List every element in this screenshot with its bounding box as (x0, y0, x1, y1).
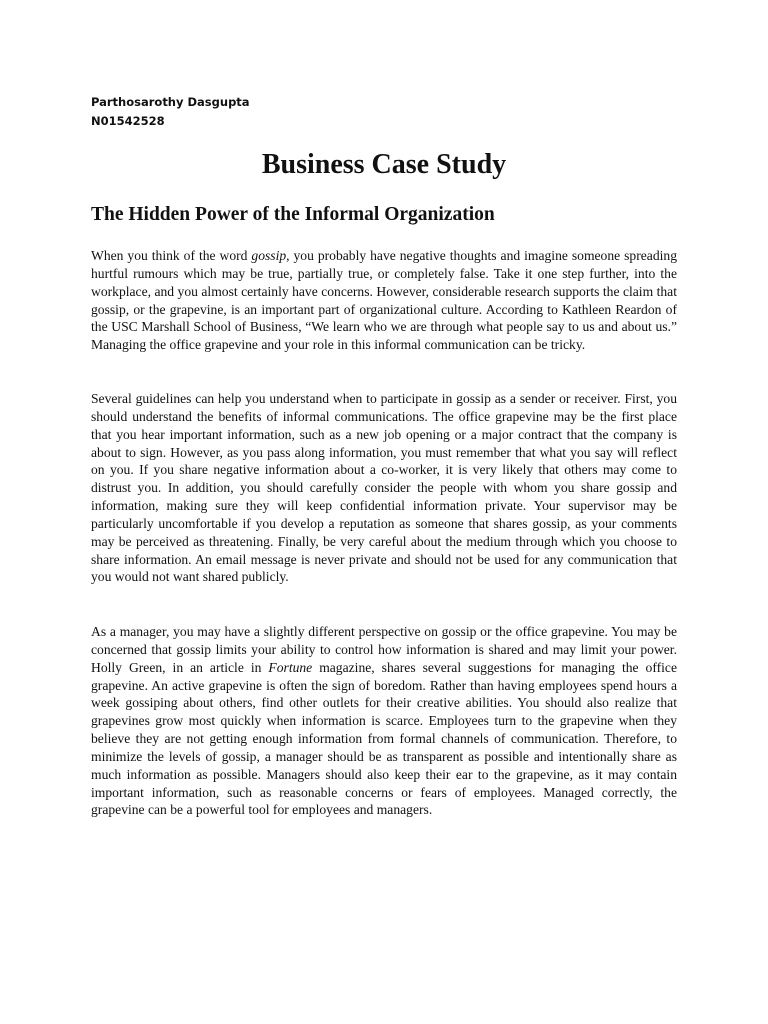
author-name: Parthosarothy Dasgupta (91, 95, 250, 109)
paragraph-2: Several guidelines can help you understand when to participate in gossip as a sender or receiver. First, you should understand the benefits of informal communications. The office grapevine may be the first place that you hear important information, such as a new job opening or a major contract that the company is about to sign. However, as you pass along information, you must remember that what you say will reflect on you. If you share negative information about a co-worker, it is very likely that others may come to distrust you. In addition, you should carefully consider the people with whom you share gossip and information, making sure they will keep confidential information private. Your supervisor may be particularly uncomfortable if you develop a reputation as someone that shares gossip, as your comments may be perceived as threatening. Finally, be very careful about the medium through which you choose to share information. An email message is never private and should not be used for any communication that you would not want shared publicly. (91, 391, 677, 585)
paragraph-1-emphasis: gossip (251, 248, 287, 263)
author-block (91, 93, 250, 131)
student-id: N01542528 (91, 114, 165, 128)
paragraph-3-text-b: magazine, shares several suggestions for managing the office grapevine. An active grapevine is often the sign of boredom. Rather than having employees spend hours a week gossiping about others, find other outlets for their creative abilities. You should also realize that grapevines grow most quickly when information is scarce. Employees turn to the grapevine when they believe they are not getting enough information from formal channels of communication. Therefore, to minimize the levels of gossip, a manager should be as transparent as possible and intentionally share as much information as possible. Managers should also keep their ear to the grapevine, as it may contain important information, such as reasonable concerns or fears of employees. Managed correctly, the grapevine can be a powerful tool for employees and managers. (91, 659, 677, 818)
paragraph-1-text-a: When you think of the word (91, 248, 252, 263)
paragraph-3 (91, 623, 677, 819)
document-title: Business Case Study (261, 149, 507, 180)
document-subtitle: The Hidden Power of the Informal Organization (91, 204, 495, 225)
paragraph-1 (91, 247, 677, 354)
paragraph-1-text-b: , you probably have negative thoughts and imagine someone spreading hurtful rumours which may be true, partially true, or completely false. Take it one step further, into the workplace, and you almost certainly have concerns. However, considerable research supports the claim that gossip, or the grapevine, is an important part of organizational culture. According to Kathleen Reardon of the USC Marshall School of Business, “We learn who we are through what people say to us and about us.” Managing the office grapevine and your role in this informal communication can be tricky. (91, 248, 677, 353)
paragraph-3-text-a: As a manager, you may have a slightly different perspective on gossip or the office grapevine. You may be concerned that gossip limits your ability to control how information is shared and may limit your power. Holly Green, in an article in (91, 624, 677, 675)
paragraph-3-emphasis: Fortune (268, 659, 313, 675)
